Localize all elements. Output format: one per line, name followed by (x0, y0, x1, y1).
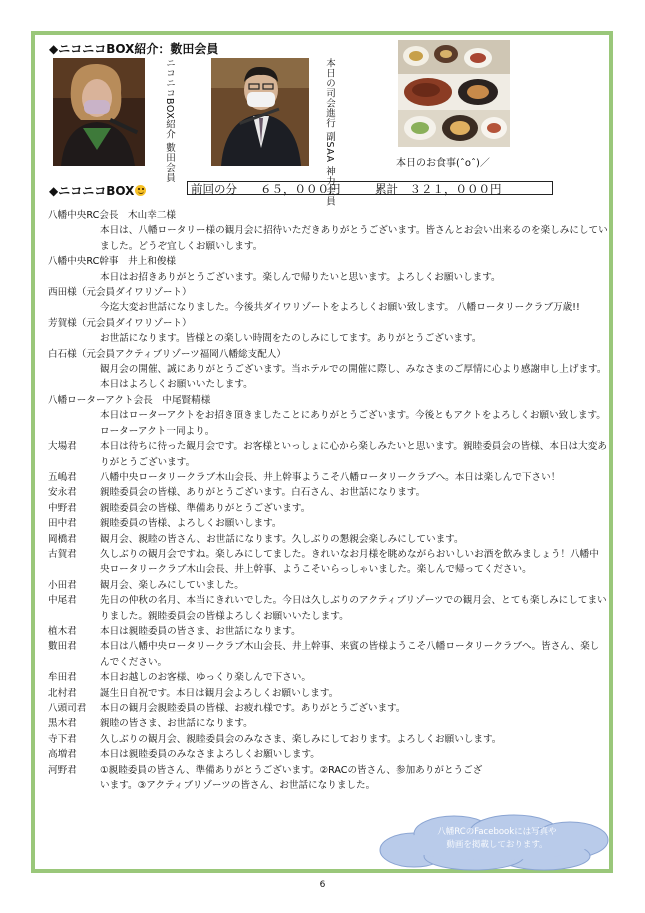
member-name: 北村君 (48, 687, 77, 699)
member-name: 小田君 (48, 579, 77, 591)
speaker-photo-man (211, 58, 309, 166)
member-name: 河野君 (48, 764, 77, 776)
guest-message: 今迄大変お世話になりました。今後共ダイワリゾートをよろしくお願い致します。 八幡ロータリークラブ万歳!! (100, 302, 580, 314)
page-number: 6 (319, 880, 326, 890)
guest-entry (48, 347, 608, 393)
facebook-notice-text (402, 826, 592, 852)
member-name: 安永君 (48, 487, 77, 499)
facebook-notice-line1: 八幡RCのFacebookには写真や (437, 827, 557, 837)
member-name: 田中君 (48, 518, 77, 530)
guest-entry (48, 254, 608, 285)
guest-message: 本日はお招きありがとうございます。楽しんで帰りたいと思います。よろしくお願いします。 (100, 271, 501, 283)
section-title-nikoniko-intro: ◆ニコニコBOX紹介：數田会員 (49, 42, 219, 56)
member-message: 本日の観月会親睦委員の皆様、お疲れ様です。ありがとうございます。 (100, 703, 406, 714)
member-entry (48, 763, 608, 794)
member-name: 五嶋君 (48, 471, 77, 483)
member-entry (48, 532, 608, 547)
facebook-notice-line2: 動画を掲載しております。 (446, 840, 548, 850)
member-name: 古賀君 (48, 548, 77, 560)
guest-entry (48, 285, 608, 316)
member-name: 黒木君 (48, 718, 77, 730)
member-message: ①親睦委員の皆さん、準備ありがとうございます。②RACの皆さん、参加ありがとうございます。③アクティブリゾーツの皆さん、お世話になりました。 (100, 764, 483, 792)
member-name: 中野君 (48, 502, 77, 514)
guest-message: 本日は、八幡ロータリー様の観月会に招待いただきありがとうございます。皆さんとお会い出来るのを楽しみにしていました。どうぞ宜しくお願いします。 (100, 225, 608, 252)
member-message: 本日は親睦委員のみなさまよろしくお願いします。 (100, 749, 320, 761)
member-entry (48, 470, 608, 485)
member-entry (48, 593, 608, 624)
guest-name: 芳賀様（元会員ダイワリゾート） (48, 317, 192, 329)
member-message: 本日は八幡中央ロータリークラブ木山会長、井上幹事、来賓の皆様ようこそ八幡ロータリークラブへ。皆さん、楽しんでください。 (100, 641, 600, 668)
member-message: 観月会、楽しみにしていました。 (100, 579, 244, 591)
member-message: 親睦委員会の皆様、ありがとうございます。白石さん、お世話になります。 (100, 487, 426, 499)
member-entry (48, 516, 608, 531)
member-entry (48, 639, 608, 670)
message-list (48, 208, 608, 793)
member-message: 本日は待ちに待った観月会です。お客様といっしょに心から楽しみたいと思います。親睦委員会の皆様、本日は大変ありがとうございます。 (100, 441, 607, 468)
member-message: 久しぶりの観月会ですね。楽しみにしてました。きれいなお月様を眺めながらおいしいお酒を飲みましょう！八幡中央ロータリークラブ木山会長、井上幹事、ようこそいらっしゃいました。楽しんで帰ってください。 (100, 548, 599, 576)
section-title-nikoniko-box (49, 182, 146, 199)
member-entry (48, 716, 608, 731)
guest-entry (48, 393, 608, 439)
member-entry (48, 439, 608, 470)
guest-entry (48, 208, 608, 254)
member-message: 親睦委員会の皆様、準備ありがとうございます。 (100, 502, 311, 514)
member-name: 牟田君 (48, 672, 77, 684)
member-message: 親睦委員の皆様、よろしくお願いします。 (100, 518, 282, 530)
caption-man: 本日の司会進行 副SAA 神力会員 (324, 58, 335, 207)
member-entry (48, 485, 608, 500)
member-name: 植木君 (48, 625, 77, 637)
member-message: 本日お越しのお客様、ゆっくり楽しんで下さい。 (100, 672, 311, 684)
member-entry (48, 732, 608, 747)
member-entry (48, 701, 608, 716)
guest-name: 八幡中央RC会長 木山幸二様 (48, 210, 177, 221)
guest-message: 本日はローターアクトをお招き頂きましたことにありがとうございます。今後ともアクトをよろしくお願い致します。ローターアクト一同より。 (100, 410, 606, 437)
member-name: 數田君 (48, 641, 77, 653)
member-entry (48, 501, 608, 516)
member-name: 八頭司君 (48, 703, 87, 714)
member-name: 岡橋君 (48, 533, 77, 545)
nikoniko-summary: 前回の分 ６５，０００円 累計 ３２１，０００円 (187, 181, 553, 195)
member-message: 本日は親睦委員の皆さま、お世話になります。 (100, 625, 301, 637)
section2-title-text: ◆ニコニコBOX (49, 184, 135, 198)
guest-name: 白石様（元会員アクティブリゾーツ福岡八幡総支配人） (48, 348, 287, 360)
smile-emoji-icon (135, 185, 146, 196)
member-message: 誕生日自祝です。本日は観月会よろしくお願いします。 (100, 687, 339, 699)
food-photo (398, 40, 510, 147)
member-message: 先日の仲秋の名月、本当にきれいでした。今日は久しぶりのアクティブリゾーツでの観月会、とても楽しみにしてまいりました。親睦委員会の皆様よろしくお願いいたします。 (100, 595, 607, 622)
member-message: 親睦の皆さま、お世話になります。 (100, 718, 253, 730)
guest-name: 八幡ローターアクト会長 中尾賢精様 (48, 394, 211, 406)
member-message: 八幡中央ロータリークラブ木山会長、井上幹事ようこそ八幡ロータリークラブへ。本日は楽しんで下さい！ (100, 471, 561, 483)
member-message: 観月会、親睦の皆さん、お世話になります。久しぶりの懇親会楽しみにしています。 (100, 533, 464, 545)
guest-name: 西田様（元会員ダイワリゾート） (48, 287, 192, 299)
member-entry (48, 686, 608, 701)
guest-name: 八幡中央RC幹事 井上和俊様 (48, 256, 177, 268)
guest-message: お世話になります。皆様との楽しい時間をたのしみにしてます。ありがとうございます。 (100, 333, 482, 345)
member-name: 寺下君 (48, 733, 77, 745)
member-entry (48, 747, 608, 762)
member-name: 中尾君 (48, 595, 77, 607)
member-message: 久しぶりの観月会、親睦委員会のみなさま、楽しみにしております。よろしくお願いします。 (100, 733, 502, 745)
caption-woman: ニコニコBOX紹介 數田会員 (164, 58, 175, 183)
speaker-photo-woman (53, 58, 145, 166)
member-entry (48, 624, 608, 639)
member-entry (48, 547, 608, 578)
member-entry (48, 578, 608, 593)
guest-message: 観月会の開催、誠にありがとうございます。当ホテルでの開催に際し、みなさまのご厚情に心より感謝申し上げます。本日はよろしくお願いいたします。 (100, 364, 607, 391)
food-caption: 本日のお食事(ˆoˆ)／ (396, 158, 490, 169)
member-name: 大場君 (48, 441, 77, 453)
guest-entry (48, 316, 608, 347)
member-entry (48, 670, 608, 685)
member-name: 高増君 (48, 749, 77, 761)
